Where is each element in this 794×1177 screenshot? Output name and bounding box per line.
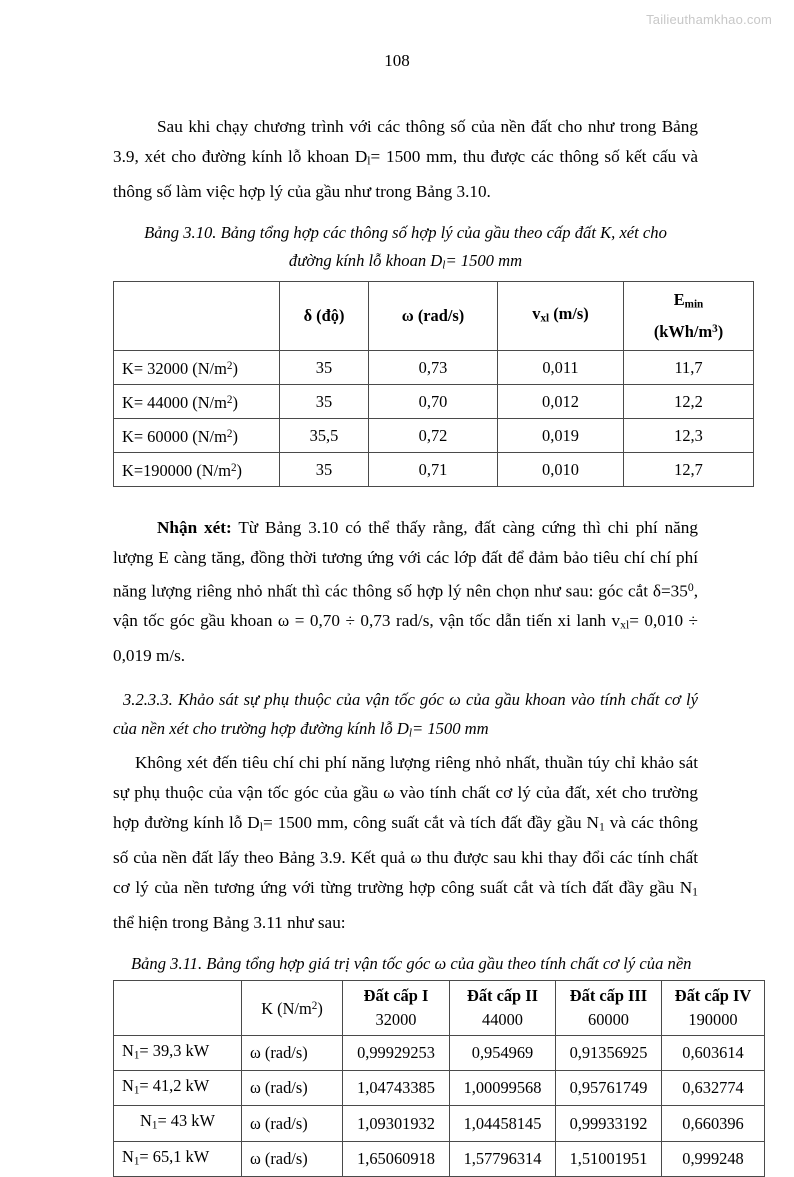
table-311-header-k: [242, 980, 343, 1035]
soil-4-value: 190000: [667, 1008, 759, 1032]
table-311-cell-soil-2: 1,57796314: [450, 1141, 556, 1176]
table-311-header-soil-2: [450, 980, 556, 1035]
n1-base: N: [122, 1147, 134, 1166]
nhanxet-body-2: , vận tốc góc gầu khoan ω = 0,70 ÷ 0,73 rad/s, vận tốc dẫn tiến xi lanh v: [113, 581, 698, 630]
table-311-cell-soil-4: 0,632774: [662, 1070, 765, 1105]
intro-line-3: số làm việc hợp lý của gầu như trong Bảng 3.10.: [156, 182, 490, 201]
table-311-cell-soil-4: 0,660396: [662, 1106, 765, 1141]
page-number: 108: [0, 51, 794, 71]
table-310-header-row: [114, 282, 754, 351]
table-310-cell-omega: 0,73: [369, 351, 498, 385]
table-311: [113, 980, 765, 1177]
table-310-cell-vxl: 0,019: [498, 419, 624, 453]
table-311-cell-soil-3: 1,51001951: [556, 1141, 662, 1176]
k-unit-end: ): [317, 999, 322, 1018]
emin-unit-sup: 3: [712, 323, 718, 335]
table-row: [114, 453, 754, 487]
intro-line-2b: = 1500 mm, thu được các thông số kết cấu và thông: [113, 147, 698, 201]
k-label-base: K=190000 (N/m: [122, 461, 231, 480]
nhanxet-paragraph: [113, 513, 698, 671]
n1-subscript: 1: [134, 1049, 140, 1061]
vxl-subscript: xl: [540, 312, 549, 324]
k-label-sup: 2: [227, 428, 233, 440]
k-label-sup: 2: [231, 462, 237, 474]
body2-subscript-l: l: [260, 821, 263, 834]
table-row: [114, 351, 754, 385]
soil-3-name: Đất cấp III: [561, 984, 656, 1008]
k-unit-base: K (N/m: [261, 999, 312, 1018]
table-310-row-label: [114, 453, 280, 487]
degree-superscript: 0: [688, 581, 694, 594]
table-310-cell-delta: 35: [280, 453, 369, 487]
n1-value: = 41,2 kW: [139, 1076, 209, 1095]
table-311-cell-soil-1: 1,65060918: [343, 1141, 450, 1176]
table-311-cell-soil-3: 0,91356925: [556, 1035, 662, 1070]
intro-line-2a: xét cho đường kính lỗ khoan D: [145, 147, 368, 166]
table-311-row-label: [114, 1141, 242, 1176]
table-310-caption-line1: Bảng 3.10. Bảng tổng hợp các thông số hợp lý của gầu theo cấp đất K, xét cho: [144, 223, 667, 242]
body2-a: Không xét đến tiêu chí chi phí năng lượng riêng nhỏ nhất, thuần túy chỉ khảo sát sự phụ thuộc của vận tốc góc của gầu ω vào tính chất cơ lý của đất, xét cho trường hợp đường kính lỗ D: [113, 753, 698, 832]
body2-c: và các thông số của nền đất lấy theo Bảng 3.9. Kết quả ω thu được sau khi thay đổi các tính chất cơ lý của nền tương ứng với từng trường hợp công suất cắt và tích đất đầy gầu N: [113, 813, 698, 897]
emin-stack: [629, 288, 748, 343]
body2-subscript-n1a: 1: [599, 821, 605, 834]
section-heading-subscript: l: [409, 727, 412, 739]
body2-b: = 1500 mm, công suất cắt và tích đất đầy gầu N: [263, 813, 599, 832]
soil-1-name: Đất cấp I: [348, 984, 444, 1008]
table-311-caption: Bảng 3.11. Bảng tổng hợp giá trị vận tốc góc ω của gầu theo tính chất cơ lý của nền: [113, 950, 698, 978]
soil-2-name: Đất cấp II: [455, 984, 550, 1008]
table-310-cell-vxl: 0,010: [498, 453, 624, 487]
table-310-header-vxl: [498, 282, 624, 351]
table-311-cell-soil-2: 1,00099568: [450, 1070, 556, 1105]
page-content: [113, 112, 698, 1177]
table-310-cell-omega: 0,71: [369, 453, 498, 487]
table-310-cell-emin: 12,3: [624, 419, 754, 453]
table-311-cell-soil-1: 1,04743385: [343, 1070, 450, 1105]
n1-value: = 39,3 kW: [139, 1041, 209, 1060]
table-311-cell-soil-3: 0,99933192: [556, 1106, 662, 1141]
table-row: [114, 1106, 765, 1141]
k-label-base: K= 44000 (N/m: [122, 393, 227, 412]
vxl-base: v: [532, 304, 540, 323]
n1-base: N: [140, 1111, 152, 1130]
k-label-sup: 2: [227, 394, 233, 406]
table-311-cell-unit: ω (rad/s): [242, 1070, 343, 1105]
table-311-cell-unit: ω (rad/s): [242, 1106, 343, 1141]
n1-subscript: 1: [134, 1084, 140, 1096]
table-310-header-delta: δ (độ): [280, 282, 369, 351]
k-label-end: ): [232, 393, 237, 412]
table-311-cell-soil-2: 1,04458145: [450, 1106, 556, 1141]
table-311-cell-soil-4: 0,999248: [662, 1141, 765, 1176]
intro-paragraph: [113, 112, 698, 207]
emin-line1: [629, 288, 748, 316]
k-label-sup: 2: [227, 360, 233, 372]
k-label-end: ): [232, 359, 237, 378]
table-311-row-label: [114, 1035, 242, 1070]
n1-subscript: 1: [134, 1155, 140, 1167]
soil-4-name: Đất cấp IV: [667, 984, 759, 1008]
table-310-caption: [113, 219, 698, 279]
table-310-header-omega: ω (rad/s): [369, 282, 498, 351]
table-311-row-label: [114, 1106, 242, 1141]
table-310-row-label: [114, 385, 280, 419]
table-311-row-label: [114, 1070, 242, 1105]
table-310-cell-vxl: 0,012: [498, 385, 624, 419]
table-310-cell-delta: 35,5: [280, 419, 369, 453]
vxl-unit: (m/s): [549, 304, 589, 323]
section-heading-b: = 1500 mm: [412, 719, 489, 738]
nhanxet-body-3: = 0,010 ÷ 0,019 m/s.: [113, 611, 698, 665]
table-311-cell-soil-1: 1,09301932: [343, 1106, 450, 1141]
emin-unit-b: ): [718, 322, 723, 341]
table-311-cell-soil-4: 0,603614: [662, 1035, 765, 1070]
table-row: [114, 419, 754, 453]
section-heading-3233: [113, 685, 698, 748]
table-311-cell-soil-3: 0,95761749: [556, 1070, 662, 1105]
n1-subscript: 1: [152, 1120, 158, 1132]
table-310-header-blank: [114, 282, 280, 351]
k-label-end: ): [237, 461, 242, 480]
site-watermark: Tailieuthamkhao.com: [646, 12, 772, 27]
table-311-cell-soil-2: 0,954969: [450, 1035, 556, 1070]
k-label-base: K= 32000 (N/m: [122, 359, 227, 378]
emin-unit-a: (kWh/m: [654, 322, 712, 341]
table-310-cell-delta: 35: [280, 351, 369, 385]
body-paragraph-2: [113, 748, 698, 937]
table-311-header-soil-1: [343, 980, 450, 1035]
diameter-subscript: l: [367, 155, 370, 168]
table-310: [113, 281, 754, 487]
table-310-cell-emin: 11,7: [624, 351, 754, 385]
soil-3-value: 60000: [561, 1008, 656, 1032]
caption-diameter-subscript: l: [442, 259, 445, 271]
table-row: [114, 1070, 765, 1105]
vxl-subscript-inline: xl: [620, 619, 629, 632]
table-310-cell-delta: 35: [280, 385, 369, 419]
section-heading-a: 3.2.3.3. Khảo sát sự phụ thuộc của vận tốc góc ω của gầu khoan vào tính chất cơ lý của nền xét cho trường hợp đường kính lỗ D: [113, 690, 698, 738]
table-310-cell-omega: 0,72: [369, 419, 498, 453]
table-310-row-label: [114, 419, 280, 453]
emin-base: E: [674, 290, 685, 309]
k-label-end: ): [232, 427, 237, 446]
table-311-header-soil-3: [556, 980, 662, 1035]
table-310-caption-line2b: = 1500 mm: [445, 251, 522, 270]
emin-subscript: min: [685, 299, 704, 311]
table-310-header-emin: [624, 282, 754, 351]
table-row: [114, 1141, 765, 1176]
table-row: [114, 385, 754, 419]
table-311-header-blank: [114, 980, 242, 1035]
table-311-cell-unit: ω (rad/s): [242, 1141, 343, 1176]
table-310-cell-vxl: 0,011: [498, 351, 624, 385]
intro-line-1: Sau khi chạy chương trình với các thông số của nền đất cho như trong Bảng 3.9,: [113, 117, 698, 166]
n1-value: = 43 kW: [157, 1111, 215, 1130]
table-310-cell-emin: 12,2: [624, 385, 754, 419]
body2-d: thể hiện trong Bảng 3.11 như sau:: [113, 913, 346, 932]
nhanxet-body-1: Từ Bảng 3.10 có thể thấy rằng, đất càng cứng thì chi phí năng lượng E càng tăng, đồng thời tương ứng với các lớp đất để đảm bảo tiêu chí chí phí năng lượng riêng nhỏ nhất thì các thông số hợp lý nên chọn như sau: góc cắt δ=35: [113, 518, 698, 600]
table-row: [114, 1035, 765, 1070]
nhanxet-label: Nhận xét:: [157, 518, 232, 537]
n1-base: N: [122, 1076, 134, 1095]
emin-line2: [629, 317, 748, 344]
table-311-cell-unit: ω (rad/s): [242, 1035, 343, 1070]
table-311-header-soil-4: [662, 980, 765, 1035]
n1-value: = 65,1 kW: [139, 1147, 209, 1166]
table-311-header-row: [114, 980, 765, 1035]
soil-1-value: 32000: [348, 1008, 444, 1032]
table-310-cell-omega: 0,70: [369, 385, 498, 419]
k-unit-sup: 2: [312, 1000, 318, 1012]
body2-subscript-n1b: 1: [692, 886, 698, 899]
soil-2-value: 44000: [455, 1008, 550, 1032]
k-label-base: K= 60000 (N/m: [122, 427, 227, 446]
table-310-caption-line2a: đường kính lỗ khoan D: [289, 251, 442, 270]
n1-base: N: [122, 1041, 134, 1060]
table-310-cell-emin: 12,7: [624, 453, 754, 487]
table-310-row-label: [114, 351, 280, 385]
table-311-cell-soil-1: 0,99929253: [343, 1035, 450, 1070]
